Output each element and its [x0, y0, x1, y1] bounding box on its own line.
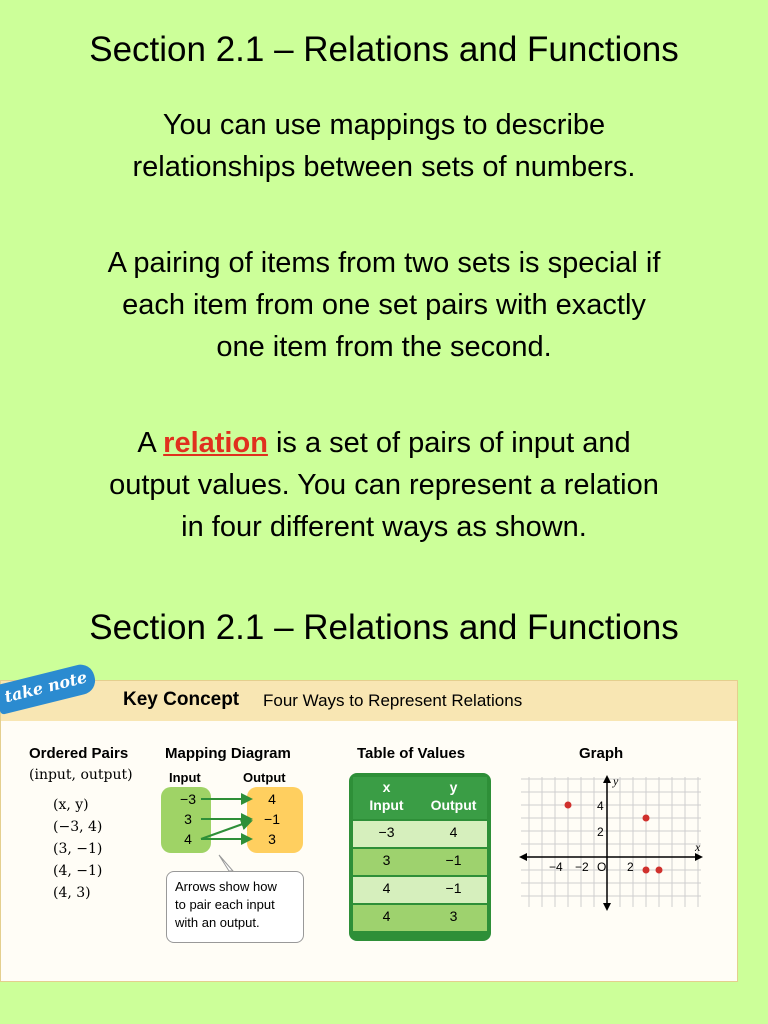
mapping-output-label: Output: [243, 770, 286, 785]
table-col-x-sub: Input: [369, 797, 404, 813]
graph-point: [643, 867, 650, 874]
x-axis-arrow: [695, 853, 703, 861]
table-cell: 3: [449, 908, 458, 924]
ordered-pair: (x, y): [53, 797, 89, 813]
relation-graph: [515, 773, 705, 911]
mapping-arrows: [191, 787, 271, 853]
ordered-pair: (4, −1): [53, 863, 103, 879]
table-heading: Table of Values: [357, 745, 466, 762]
x-tick-label: −2: [575, 860, 589, 874]
key-concept-subtitle: Four Ways to Represent Relations: [263, 691, 523, 710]
table-row: [353, 821, 487, 847]
mapping-note-line-2: to pair each input: [175, 897, 275, 912]
mapping-input-value: 3: [184, 811, 192, 827]
relation-line-1: [30, 422, 738, 464]
pairing-line-1: A pairing of items from two sets is special if: [107, 247, 661, 279]
mapping-output-value: −1: [264, 811, 280, 827]
values-table-header: [353, 777, 487, 819]
relation-post: is a set of pairs of input and: [267, 427, 631, 459]
x-axis-label: x: [695, 840, 701, 854]
table-cell: −3: [378, 824, 395, 840]
note-pointer: [215, 853, 235, 873]
mapping-input-value: −3: [180, 791, 196, 807]
mapping-arrow: [201, 821, 251, 839]
ordered-pairs-heading: Ordered Pairs: [29, 745, 129, 762]
mapping-output-value: 4: [268, 791, 276, 807]
relation-term-link[interactable]: relation: [163, 427, 268, 459]
pairing-line-3: one item from the second.: [216, 331, 552, 363]
table-cell: 4: [382, 908, 391, 924]
intro-line-1: You can use mappings to describe: [162, 109, 606, 141]
take-note-tab: take note: [0, 662, 98, 715]
key-concept-panel: [0, 667, 738, 982]
mapping-note-line-1: Arrows show how: [175, 879, 277, 894]
ordered-pair: (−3, 4): [53, 819, 103, 835]
pairing-line-2: each item from one set pairs with exactly: [122, 289, 646, 321]
graph-point: [565, 802, 572, 809]
relation-paragraph: [30, 422, 738, 548]
graph-point: [643, 815, 650, 822]
ordered-pairs-sub: (input, output): [29, 767, 133, 783]
x-tick-label: 2: [627, 860, 634, 874]
pairing-paragraph: [30, 242, 738, 368]
y-tick-label: 2: [597, 825, 604, 839]
table-row: [353, 877, 487, 903]
table-cell: −1: [445, 852, 462, 868]
table-row: [353, 905, 487, 931]
mapping-note-line-3: with an output.: [175, 915, 260, 930]
y-tick-label: 4: [597, 799, 604, 813]
y-axis-arrow: [603, 903, 611, 911]
table-row: [353, 849, 487, 875]
mapping-note: [166, 871, 304, 943]
table-cell: −1: [445, 880, 462, 896]
x-tick-label: −4: [549, 860, 563, 874]
graph-heading: Graph: [579, 745, 624, 762]
x-axis-arrow: [519, 853, 527, 861]
mapping-heading: Mapping Diagram: [165, 745, 291, 762]
relation-pre: A: [137, 427, 164, 459]
table-col-y: y: [449, 779, 458, 795]
mapping-input-label: Input: [169, 770, 201, 785]
graph-point: [656, 867, 663, 874]
relation-line-3: in four different ways as shown.: [181, 511, 587, 543]
intro-line-2: relationships between sets of numbers.: [132, 151, 636, 183]
key-concept-label: Key Concept: [123, 689, 240, 710]
y-axis-label: y: [613, 774, 619, 788]
relation-line-2: output values. You can represent a relation: [109, 469, 659, 501]
table-cell: 4: [449, 824, 458, 840]
table-col-x: x: [382, 779, 391, 795]
ordered-pair: (4, 3): [53, 885, 91, 901]
table-col-y-sub: Output: [430, 797, 477, 813]
table-cell: 4: [382, 880, 391, 896]
intro-paragraph: [30, 104, 738, 188]
ordered-pair: (3, −1): [53, 841, 103, 857]
x-tick-label: O: [597, 860, 607, 874]
table-cell: 3: [382, 852, 391, 868]
section-title-2: Section 2.1 – Relations and Functions: [89, 608, 679, 647]
mapping-input-value: 4: [184, 831, 192, 847]
mapping-output-value: 3: [268, 831, 276, 847]
section-title-1: Section 2.1 – Relations and Functions: [89, 30, 679, 69]
